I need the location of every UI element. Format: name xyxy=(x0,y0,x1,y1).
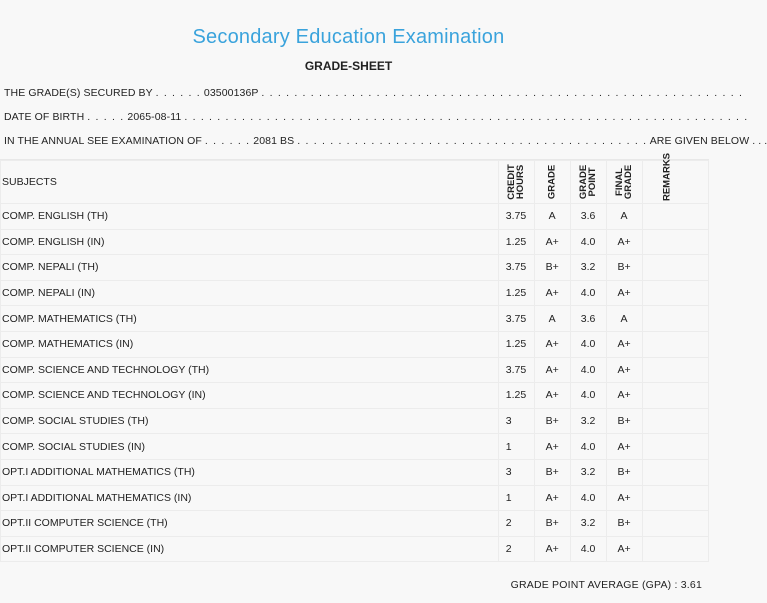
dot-leader: . . . . . . . . . . . . . . . . . . . . . . . . . . . . . . . . . . . . . . . . . . . xyxy=(297,135,648,147)
header-final-grade xyxy=(606,161,642,204)
credit-hours-cell: 1 xyxy=(498,434,534,460)
remarks-cell xyxy=(642,204,708,230)
final-grade-cell: A+ xyxy=(606,229,642,255)
credit-hours-cell: 1.25 xyxy=(498,383,534,409)
table-row xyxy=(1,383,709,409)
subject-cell: OPT.I ADDITIONAL MATHEMATICS (IN) xyxy=(1,485,499,511)
header-remarks-label: REMARKS xyxy=(661,152,673,202)
dot-leader: . . . . . . xyxy=(155,87,201,99)
subject-cell: COMP. MATHEMATICS (TH) xyxy=(1,306,499,332)
info-secured-by xyxy=(4,87,743,99)
info-dob-label: DATE OF BIRTH xyxy=(4,111,85,123)
subject-cell: COMP. SCIENCE AND TECHNOLOGY (IN) xyxy=(1,383,499,409)
grade-cell: A+ xyxy=(534,536,570,562)
exam-year-value: 2081 BS xyxy=(253,135,295,147)
dot-leader: . . . . . xyxy=(87,111,125,123)
header-subjects: SUBJECTS xyxy=(1,161,499,204)
remarks-cell xyxy=(642,306,708,332)
subject-cell: COMP. ENGLISH (TH) xyxy=(1,204,499,230)
credit-hours-cell: 1.25 xyxy=(498,280,534,306)
credit-hours-cell: 2 xyxy=(498,536,534,562)
grade-cell: A+ xyxy=(534,434,570,460)
header-grade-point xyxy=(570,161,606,204)
subject-cell: OPT.I ADDITIONAL MATHEMATICS (TH) xyxy=(1,459,499,485)
credit-hours-cell: 3.75 xyxy=(498,306,534,332)
final-grade-cell: A xyxy=(606,204,642,230)
grade-cell: A+ xyxy=(534,383,570,409)
grade-point-cell: 4.0 xyxy=(570,357,606,383)
final-grade-cell: A+ xyxy=(606,331,642,357)
final-grade-cell: A+ xyxy=(606,434,642,460)
exam-title: Secondary Education Examination xyxy=(192,26,505,48)
grade-point-cell: 4.0 xyxy=(570,383,606,409)
header-grade xyxy=(534,161,570,204)
remarks-cell xyxy=(642,357,708,383)
table-row xyxy=(1,459,709,485)
remarks-cell xyxy=(642,383,708,409)
grade-cell: A+ xyxy=(534,280,570,306)
grade-sheet-heading: GRADE-SHEET xyxy=(304,59,393,73)
grade-cell: A xyxy=(534,204,570,230)
grade-point-cell: 4.0 xyxy=(570,536,606,562)
table-row xyxy=(1,536,709,562)
final-grade-cell: A+ xyxy=(606,536,642,562)
remarks-cell xyxy=(642,229,708,255)
credit-hours-cell: 3.75 xyxy=(498,255,534,281)
header-credit-hours-label: CREDIT HOURS xyxy=(506,164,527,200)
grade-point-cell: 3.2 xyxy=(570,459,606,485)
grade-point-cell: 4.0 xyxy=(570,434,606,460)
header-grade-label: GRADE xyxy=(546,164,558,200)
info-date-of-birth xyxy=(4,111,748,123)
table-row xyxy=(1,229,709,255)
dot-leader: . . . . . . . . . . . . . . . . . . . . . . . . . . . . . . . . . . . . . . . . . . . . . . . . . . . . . . . . . . . . . . . . . . . . . xyxy=(184,111,749,123)
subject-cell: COMP. ENGLISH (IN) xyxy=(1,229,499,255)
grade-cell: A+ xyxy=(534,357,570,383)
grade-cell: B+ xyxy=(534,459,570,485)
table-header-row xyxy=(1,161,709,204)
dot-leader: . . . . . . . . . . . . . . . . . . . . . . . . . . . . . . . . . . . . . . . . . . . . . . . . . . . . . . . . . . . xyxy=(261,87,744,99)
header-remarks xyxy=(642,152,708,204)
info-exam-year xyxy=(4,135,767,147)
remarks-cell xyxy=(642,485,708,511)
credit-hours-cell: 3 xyxy=(498,408,534,434)
symbol-number: 03500136P xyxy=(203,87,259,99)
credit-hours-cell: 1.25 xyxy=(498,229,534,255)
table-row xyxy=(1,255,709,281)
credit-hours-cell: 1.25 xyxy=(498,331,534,357)
remarks-cell xyxy=(642,536,708,562)
gpa-value: 3.61 xyxy=(680,579,702,591)
final-grade-cell: A+ xyxy=(606,485,642,511)
info-exam-label: IN THE ANNUAL SEE EXAMINATION OF xyxy=(4,135,202,147)
credit-hours-cell: 3.75 xyxy=(498,204,534,230)
table-row xyxy=(1,434,709,460)
grade-cell: A xyxy=(534,306,570,332)
header-grade-point-label: GRADE POINT xyxy=(578,164,599,200)
gpa-summary xyxy=(511,579,702,591)
table-row xyxy=(1,280,709,306)
grade-point-cell: 4.0 xyxy=(570,485,606,511)
grade-cell: B+ xyxy=(534,511,570,537)
grade-cell: B+ xyxy=(534,255,570,281)
table-row xyxy=(1,357,709,383)
subject-cell: COMP. MATHEMATICS (IN) xyxy=(1,331,499,357)
final-grade-cell: A+ xyxy=(606,357,642,383)
table-row xyxy=(1,331,709,357)
credit-hours-cell: 2 xyxy=(498,511,534,537)
date-of-birth-value: 2065-08-11 xyxy=(127,111,182,123)
remarks-cell xyxy=(642,511,708,537)
grade-cell: A+ xyxy=(534,485,570,511)
subject-cell: OPT.II COMPUTER SCIENCE (IN) xyxy=(1,536,499,562)
grade-point-cell: 3.2 xyxy=(570,511,606,537)
grade-table xyxy=(0,152,709,562)
subject-cell: COMP. SOCIAL STUDIES (IN) xyxy=(1,434,499,460)
info-exam-suffix: ARE GIVEN BELOW . . . xyxy=(649,135,767,147)
grade-point-cell: 3.6 xyxy=(570,204,606,230)
grade-point-cell: 4.0 xyxy=(570,229,606,255)
final-grade-cell: A+ xyxy=(606,280,642,306)
subject-cell: OPT.II COMPUTER SCIENCE (TH) xyxy=(1,511,499,537)
remarks-cell xyxy=(642,280,708,306)
dot-leader: . . . . . . xyxy=(204,135,251,147)
grade-cell: A+ xyxy=(534,331,570,357)
grade-point-cell: 4.0 xyxy=(570,280,606,306)
table-row xyxy=(1,204,709,230)
grade-point-cell: 3.2 xyxy=(570,255,606,281)
grade-cell: A+ xyxy=(534,229,570,255)
remarks-cell xyxy=(642,408,708,434)
header-final-grade-label: FINAL GRADE xyxy=(614,164,635,200)
grade-cell: B+ xyxy=(534,408,570,434)
final-grade-cell: A xyxy=(606,306,642,332)
table-row xyxy=(1,485,709,511)
subject-cell: COMP. NEPALI (TH) xyxy=(1,255,499,281)
grade-point-cell: 3.2 xyxy=(570,408,606,434)
remarks-cell xyxy=(642,459,708,485)
credit-hours-cell: 1 xyxy=(498,485,534,511)
grade-point-cell: 3.6 xyxy=(570,306,606,332)
final-grade-cell: B+ xyxy=(606,459,642,485)
grade-point-cell: 4.0 xyxy=(570,331,606,357)
remarks-cell xyxy=(642,331,708,357)
subject-cell: COMP. NEPALI (IN) xyxy=(1,280,499,306)
credit-hours-cell: 3 xyxy=(498,459,534,485)
header-credit-hours xyxy=(498,161,534,204)
final-grade-cell: B+ xyxy=(606,511,642,537)
credit-hours-cell: 3.75 xyxy=(498,357,534,383)
remarks-cell xyxy=(642,255,708,281)
remarks-cell xyxy=(642,434,708,460)
info-secured-by-label: THE GRADE(S) SECURED BY xyxy=(4,87,153,99)
final-grade-cell: B+ xyxy=(606,255,642,281)
final-grade-cell: A+ xyxy=(606,383,642,409)
gpa-label: GRADE POINT AVERAGE (GPA) : xyxy=(510,579,678,591)
final-grade-cell: B+ xyxy=(606,408,642,434)
table-row xyxy=(1,511,709,537)
table-row xyxy=(1,408,709,434)
subject-cell: COMP. SOCIAL STUDIES (TH) xyxy=(1,408,499,434)
table-row xyxy=(1,306,709,332)
subject-cell: COMP. SCIENCE AND TECHNOLOGY (TH) xyxy=(1,357,499,383)
